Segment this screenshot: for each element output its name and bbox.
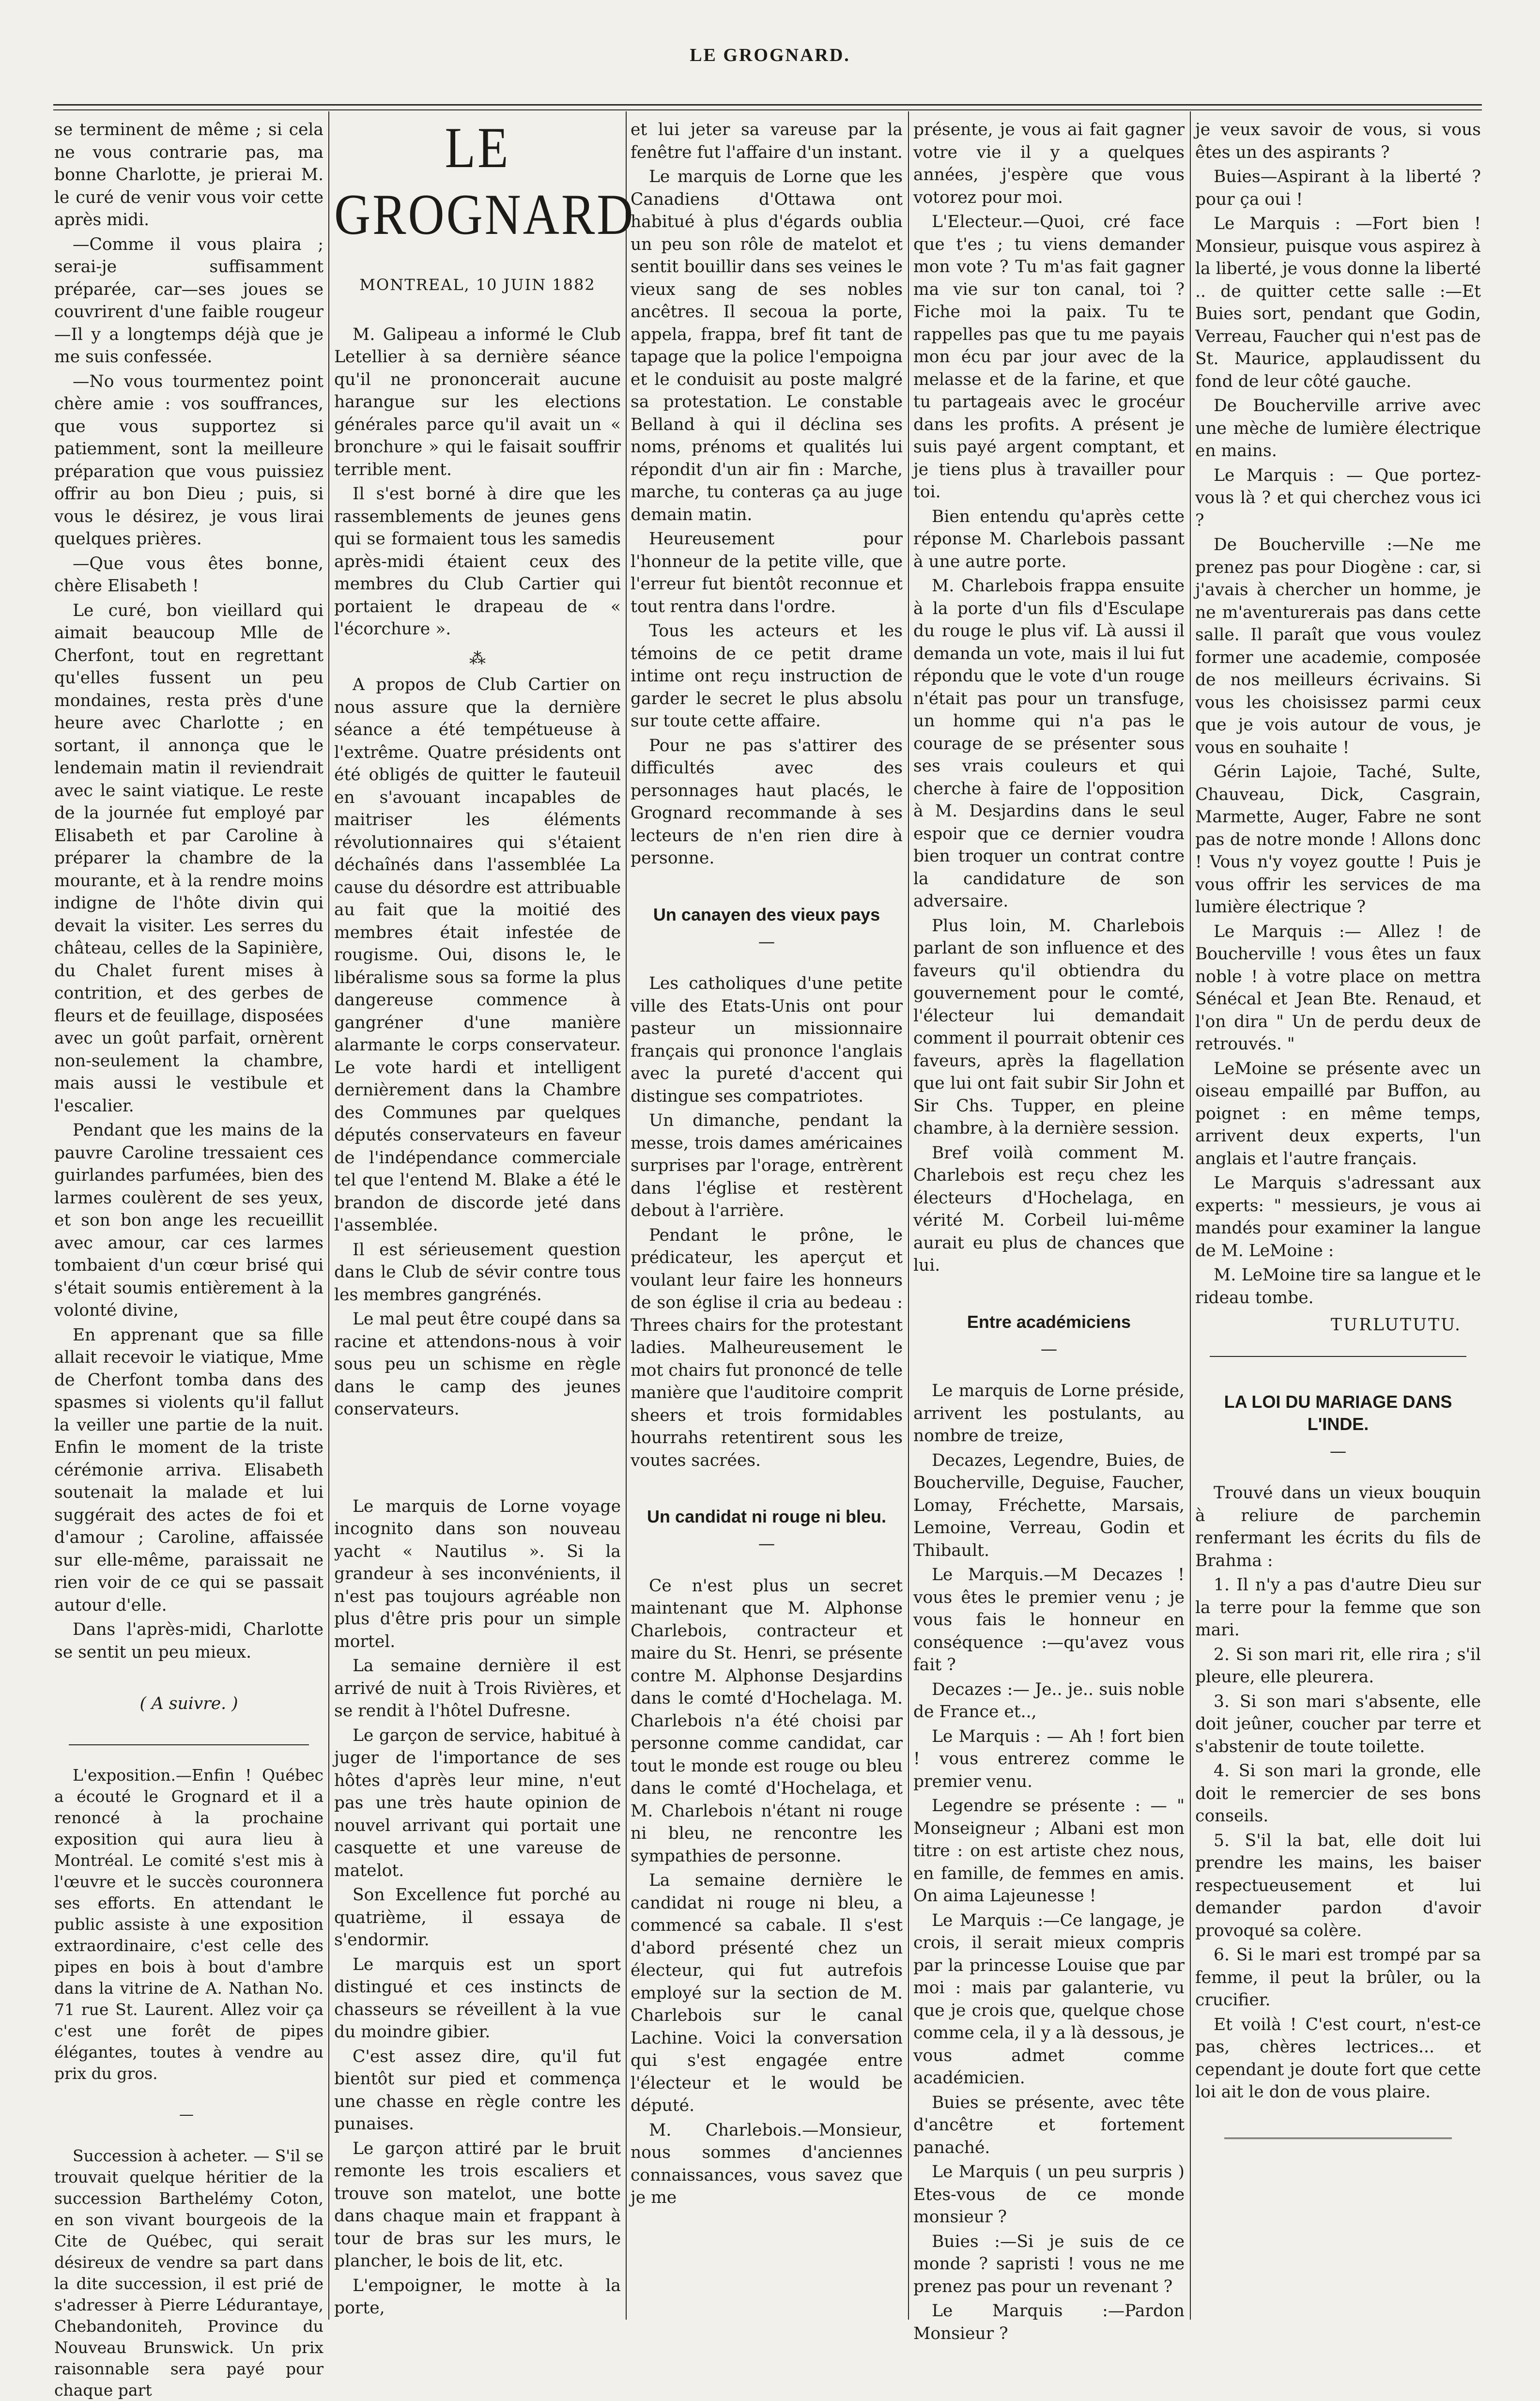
paragraph: 4. Si son mari la gronde, elle doit le remercier de ses bons conseils.: [1195, 1761, 1481, 1826]
column-1: [54, 119, 323, 2400]
paragraph: Le Marquis : — Que portez-vous là ? et qui cherchez vous ici ?: [1195, 465, 1481, 530]
masthead-title: LE GROGNARD: [334, 116, 635, 247]
column-rule: [328, 111, 329, 2320]
paragraph: Trouvé dans un vieux bouquin à reliure de parchemin renfermant les écrits du fils de Brahma :: [1195, 1483, 1481, 1570]
paragraph: Bien entendu qu'après cette réponse M. Charlebois passant à une autre porte.: [913, 507, 1185, 571]
paragraph: Plus loin, M. Charlebois parlant de son influence et des faveurs qu'il obtiendra du gouvernement pour le comté, l'électeur lui demandait comment il pourrait obtenir ces faveurs, après la flagellation que lui ont fait subir Sir John et Sir Chs. Tupper, en pleine chambre, à la dernière session.: [913, 916, 1185, 1138]
paragraph: Dans l'après-midi, Charlotte se sentit un peu mieux.: [54, 1620, 323, 1662]
paragraph: Le mal peut être coupé dans sa racine et attendons-nous à voir sous peu un schisme en règle dans le camp des jeunes conservateurs.: [334, 1309, 621, 1419]
paragraph: je veux savoir de vous, si vous êtes un des aspirants ?: [1195, 120, 1481, 162]
paragraph: LeMoine se présente avec un oiseau empaillé par Buffon, au poignet : en même temps, arrivent deux experts, l'un anglais et l'autre français.: [1195, 1059, 1481, 1169]
dateline: MONTREAL, 10 JUIN 1882: [359, 276, 596, 294]
column-3: [631, 119, 903, 2317]
paragraph: et lui jeter sa vareuse par la fenêtre fut l'affaire d'un instant.: [631, 120, 903, 162]
paragraph: De Boucherville :—Ne me prenez pas pour Diogène : car, si j'avais à chercher un homme, je ne m'aventurerais pas dans cette salle. Il paraît que vous voulez former une academie, composée de nos meilleurs écrivains. Si vous les choisissez parmi ceux que je vois autour de vous, je vous en souhaite !: [1195, 535, 1481, 757]
paragraph: —Comme il vous plaira ; serai-je suffisamment préparée, car—ses joues se couvrirent d'une faible rougeur—Il y a longtemps déjà que je me suis confessée.: [54, 234, 323, 367]
article-headline: Un candidat ni rouge ni bleu.: [647, 1507, 886, 1526]
paragraph: Le garçon attiré par le bruit remonte les trois escaliers et trouve son matelot, une botte dans chaque main et frappant à tour de bras sur les murs, le plancher, le bois de lit, etc.: [334, 2139, 621, 2271]
paragraph: Le marquis est un sport distingué et ces instincts de chasseurs se réveillent à la vue du moindre gibier.: [334, 1955, 621, 2042]
paragraph: De Boucherville arrive avec une mèche de lumière électrique en mains.: [1195, 396, 1481, 461]
paragraph: 1. Il n'y a pas d'autre Dieu sur la terre pour la femme que son mari.: [1195, 1575, 1481, 1640]
top-rule: [53, 104, 1482, 110]
paragraph: 6. Si le mari est trompé par sa femme, il peut la brûler, ou la crucifier.: [1195, 1945, 1481, 2010]
paragraph: Legendre se présente : — " Monseigneur ; Albani est mon titre : on est artiste chez nous, en famille, de femmes en amis. On aima Lajeunesse !: [913, 1796, 1185, 1906]
paragraph: Pour ne pas s'attirer des difficultés avec des personnages haut placés, le Grognard recommande à ses lecteurs de n'en rien dire à personne.: [631, 736, 903, 868]
paragraph: L'empoigner, le motte à la porte,: [334, 2276, 621, 2318]
paragraph: Un dimanche, pendant la messe, trois dames américaines surprises par l'orage, entrèrent dans l'église et restèrent debout à l'arrière.: [631, 1111, 903, 1220]
separator: [1210, 1356, 1466, 1357]
paragraph: Le Marquis : —Fort bien ! Monsieur, puisque vous aspirez à la liberté, je vous donne la liberté .. de quitter cette salle :—Et Buies sort, pendant que Godin, Verreau, Faucher qui n'est pas de St. Maurice, applaudissent du fond de leur côté gauche.: [1195, 214, 1481, 391]
paragraph: Buies—Aspirant à la liberté ? pour ça oui !: [1195, 167, 1481, 209]
end-rule: [1224, 2138, 1452, 2142]
headline-dash: —: [758, 1534, 775, 1554]
paragraph: Le garçon de service, habitué à juger de l'importance de ses hôtes d'après leur mine, n'eut pas une très haute opinion de nouvel arrivant qui portait une casquette et une vareuse de matelot.: [334, 1725, 621, 1880]
paragraph: Pendant que les mains de la pauvre Caroline tressaient ces guirlandes parfumées, bien des larmes coulèrent de ses yeux, et son bon ange les recueillit avec amour, car ces larmes tombaient d'un cœur brisé qui s'était soumis entièrement à la volonté divine,: [54, 1121, 323, 1320]
paragraph: Pendant le prône, le prédicateur, les aperçut et voulant leur faire les honneurs de son église il cria au bedeau : Threes chairs for the protestant ladies. Malheureusement le mot chairs fut prononcé de telle manière que l'auditoire comprit sheers et trois formidables hourrahs retentirent sous les voutes sacrées.: [631, 1225, 903, 1470]
paragraph: Tous les acteurs et les témoins de ce petit drame intime ont reçu instruction de garder le secret le plus absolu sur toute cette affaire.: [631, 621, 903, 731]
running-head: LE GROGNARD.: [690, 45, 850, 65]
separator: [69, 1744, 309, 1745]
column-rule: [626, 111, 627, 2320]
column-rule: [1190, 111, 1191, 2320]
paragraph: Le marquis de Lorne que les Canadiens d'Ottawa ont habitué à plus d'égards oublia un peu son rôle de matelot et sentit bouillir dans ses veines le vieux sang de ses nobles ancêtres. Il secoua la porte, appela, frappa, bref fit tant de tapage que la police l'empoigna et le conduisit au poste malgré sa protestation. Le constable Belland à qui il déclina ses noms, prénoms et qualités lui répondit d'un air fin : Marche, marche, tu conteras ça au juge demain matin.: [631, 167, 903, 524]
paragraph: La semaine dernière le candidat ni rouge ni bleu, a commencé sa cabale. Il s'est d'abord présenté chez un électeur, qui fut autrefois employé sur la section de M. Charlebois sur le canal Lachine. Voici la conversation qui s'est engagée entre l'électeur et le would be député.: [631, 1871, 903, 2115]
headline-dash: —: [1329, 1441, 1347, 1461]
paragraph: Et voilà ! C'est court, n'est-ce pas, chères lectrices... et cependant je doute fort que cette loi ait le don de vous plaire.: [1195, 2015, 1481, 2102]
headline-dash: —: [1040, 1339, 1058, 1359]
article-headline: Entre académiciens: [967, 1311, 1131, 1332]
paragraph: Son Excellence fut porché au quatrième, il essaya de s'endormir.: [334, 1885, 621, 1950]
paragraph: A propos de Club Cartier on nous assure que la dernière séance a été tempétueuse à l'extrême. Quatre présidents ont été obligés de quitter le fauteuil en s'avouant incapables de maitriser les éléments révolutionnaires qui s'étaient déchaînés dans l'assemblée La cause du désordre est attribuable au fait que la moitié des membres était infestée de rougisme. Oui, disons le, le libéralisme sous sa forme la plus dangereuse commence à gangréner d'une manière alarmante le corps conservateur. Le vote hardi et intelligent dernièrement dans la Chambre des Communes par quelques députés conservateurs en faveur de l'indépendance commerciale tel que l'entend M. Blake a été le brandon de discorde jeté dans l'assemblée.: [334, 675, 621, 1235]
paragraph: Decazes, Legendre, Buies, de Boucherville, Deguise, Faucher, Lomay, Fréchette, Marsais, Lemoine, Verreau, Godin et Thibault.: [913, 1450, 1185, 1560]
signature: TURLUTUTU.: [1330, 1315, 1462, 1335]
paragraph: présente, je vous ai fait gagner votre vie il y a quelques années, j'espère que vous votorez pour moi.: [913, 120, 1185, 207]
paragraph: L'Electeur.—Quoi, cré face que t'es ; tu viens demander mon vote ? Tu m'as fait gagner ma vie sur ton canal, toi ? Fiche moi la paix. Tu te rappelles pas que tu me payais mon écu par jour avec de la melasse et de la farine, et que tu partageais avec le grocéur dans les profits. A présent je suis payé argent comptant, et je tiens plus à travailler pour toi.: [913, 212, 1185, 502]
headline-dash: —: [758, 932, 775, 952]
paragraph: Heureusement pour l'honneur de la petite ville, que l'erreur fut bientôt reconnue et tout rentra dans l'ordre.: [631, 529, 903, 616]
paragraph: Bref voilà comment M. Charlebois est reçu chez les électeurs d'Hochelaga, en vérité M. Corbeil lui-même aurait eu plus de chances que lui.: [913, 1143, 1185, 1275]
paragraph: Le curé, bon vieillard qui aimait beaucoup Mlle de Cherfont, tout en regrettant qu'elles fussent un peu mondaines, resta près d'une heure avec Charlotte ; en sortant, il annonça que le lendemain matin il reviendrait avec le saint viatique. Le reste de la journée fut employé par Elisabeth et par Caroline à préparer la chambre de la mourante, et à la rendre moins indigne de l'hôte divin qui devait la visiter. Les serres du château, celles de la Sapinière, du Chalet furent mises à contrition, et des gerbes de fleurs et de feuillage, disposées avec un goût parfait, ornèrent non-seulement la chambre, mais aussi le vestibule et l'escalier.: [54, 600, 323, 1116]
paragraph: M. LeMoine tire sa langue et le rideau tombe.: [1195, 1265, 1481, 1308]
paragraph: Le Marquis ( un peu surpris ) Etes-vous de ce monde monsieur ?: [913, 2162, 1185, 2227]
paragraph: —No vous tourmentez point chère amie : vos souffrances, que vous supportez si patiemment, sont la meilleure préparation que vous puissiez offrir au bon Dieu ; puis, si vous le désirez, je vous lirai quelques prières.: [54, 371, 323, 549]
paragraph: Le Marquis :—Ce langage, je crois, il serait mieux compris par la princesse Louise que par moi : mais par galanterie, vu que je crois que, quelque chose comme cela, il y a là dessous, je vous admet comme académicien.: [913, 1910, 1185, 2088]
paragraph: se terminent de même ; si cela ne vous contrarie pas, ma bonne Charlotte, je prierai M. le curé de venir vous voir cette après midi.: [54, 120, 323, 230]
article-headline: LA LOI DU MARIAGE DANS L'INDE.: [1224, 1391, 1452, 1434]
paragraph: 5. S'il la bat, elle doit lui prendre les mains, les baiser respectueusement et lui demander pardon d'avoir provoqué sa colère.: [1195, 1831, 1481, 1940]
paragraph: Le marquis de Lorne préside, arrivent les postulants, au nombre de treize,: [913, 1381, 1185, 1446]
paragraph: —Que vous êtes bonne, chère Elisabeth !: [54, 554, 323, 596]
paragraph: Le Marquis :— Allez ! de Boucherville ! vous êtes un faux noble ! à votre place on mettra Sénécal et Jean Bte. Renaud, et l'on dira " Un de perdu deux de retrouvés. ": [1195, 922, 1481, 1054]
paragraph: Decazes :— Je.. je.. suis noble de France et..,: [913, 1679, 1185, 1722]
item-succession: Succession à acheter. — S'il se trouvait quelque héritier de la succession Barthelémy Coton, en son vivant bourgeois de la Cite de Québec, qui serait désireux de vendre sa part dans la dite succession, il est prié de s'adresser à Pierre Lédurantaye, Chebandoniteh, Province du Nouveau Brunswick. Un prix raisonnable sera payé pour chaque part: [54, 2146, 323, 2400]
to-be-continued: ( A suivre. ): [139, 1694, 238, 1713]
paragraph: M. Charlebois frappa ensuite à la porte d'un fils d'Esculape du rouge le plus vif. Là aussi il demanda un vote, mais il lui fut répondu que le vote d'un rouge n'était pas pour un transfuge, un homme qui n'a pas le courage de se présenter sous ses vrais couleurs et qui cherche à faire de l'opposition à M. Desjardins dans le seul espoir que ce dernier voudra bien troquer un contrat contre la candidature de son adversaire.: [913, 576, 1185, 911]
paragraph: M. Charlebois.—Monsieur, nous sommes d'anciennes connaissances, vous savez que je me: [631, 2120, 903, 2207]
paragraph: Ce n'est plus un secret maintenant que M. Alphonse Charlebois, contracteur et maire du St. Henri, se présente contre M. Alphonse Desjardins dans le comté d'Hochelaga. M. Charlebois n'a été choisi par personne comme candidat, car tout le monde est rouge ou bleu dans le comté d'Hochelaga, et M. Charlebois n'étant ni rouge ni bleu, ne rencontre les sympathies de personne.: [631, 1576, 903, 1866]
paragraph: En apprenant que sa fille allait recevoir le viatique, Mme de Cherfont tomba dans des spasmes si violents qu'il fallut la veiller une partie de la nuit. Enfin le moment de la triste cérémonie arriva. Elisabeth soutenait la malade et lui suggérait des actes de foi et d'amour ; Caroline, affaissée sur elle-même, paraissait ne rien voir de ce qui se passait autour d'elle.: [54, 1325, 323, 1615]
separator: —: [179, 2106, 199, 2123]
paragraph: 3. Si son mari s'absente, elle doit jeûner, coucher par terre et s'abstenir de toute toilette.: [1195, 1692, 1481, 1756]
column-rule: [908, 111, 909, 2320]
paragraph: Le Marquis : — Ah ! fort bien ! vous entrerez comme le premier venu.: [913, 1726, 1185, 1791]
article-headline: Un canayen des vieux pays: [653, 904, 880, 924]
asterism: ⁂: [469, 648, 486, 668]
paragraph: La semaine dernière il est arrivé de nuit à Trois Rivières, et se rendit à l'hôtel Dufresne.: [334, 1656, 621, 1721]
paragraph: Les catholiques d'une petite ville des Etats-Unis ont pour pasteur un missionnaire français qui prononce l'anglais avec la pureté d'accent qui distingue ses compatriotes.: [631, 974, 903, 1106]
paragraph: Buies :—Si je suis de ce monde ? sapristi ! vous ne me prenez pas pour un revenant ?: [913, 2232, 1185, 2296]
spacer: [334, 1423, 621, 1495]
column-5: [1195, 119, 1481, 2317]
paragraph: C'est assez dire, qu'il fut bientôt sur pied et commença une chasse en règle contre les punaises.: [334, 2047, 621, 2134]
paragraph: Il s'est borné à dire que les rassemblements de jeunes gens qui se formaient tous les samedis après-midi étaient ceux des membres du Club Cartier qui portaient le drapeau de « l'écorchure ».: [334, 484, 621, 639]
paragraph: M. Galipeau a informé le Club Letellier à sa dernière séance qu'il ne prononcerait aucune harangue sur les elections générales parce qu'il avait un « bronchure » qui le faisait souffrir terrible ment.: [334, 324, 621, 479]
paragraph: Le Marquis :—Pardon Monsieur ?: [913, 2301, 1185, 2343]
paragraph: Le Marquis s'adressant aux experts: " messieurs, je vous ai mandés pour examiner la langue de M. LeMoine :: [1195, 1173, 1481, 1261]
item-exposition: L'exposition.—Enfin ! Québec a écouté le Grognard et il a renoncé à la prochaine exposition qui aura lieu à Montréal. Le comité s'est mis à l'œuvre et le succès couronnera ses efforts. En attendant le public assiste à une exposition extraordinaire, c'est celle des pipes en bois à bout d'ambre dans la vitrine de A. Nathan No. 71 rue St. Laurent. Allez voir ça c'est une forêt de pipes élégantes, toutes à vendre au prix du gros.: [54, 1765, 323, 2083]
paragraph: Le Marquis.—M Decazes ! vous êtes le premier venu ; je vous fais le honneur en conséquence :—qu'avez vous fait ?: [913, 1565, 1185, 1675]
paragraph: Gérin Lajoie, Taché, Sulte, Chauveau, Dick, Casgrain, Marmette, Auger, Fabre ne sont pas de notre monde ! Allons donc ! Vous n'y voyez goutte ! Puis je vous offrir les services de ma lumière électrique ?: [1195, 762, 1481, 917]
paragraph: Le marquis de Lorne voyage incognito dans son nouveau yacht « Nautilus ». Si la grandeur à ses inconvénients, il n'est pas toujours agréable non plus d'être pris pour un simple mortel.: [334, 1496, 621, 1651]
paragraph: Il est sérieusement question dans le Club de sévir contre tous les membres gangrénés.: [334, 1240, 621, 1305]
column-2: [334, 116, 635, 2318]
paragraph: Buies se présente, avec tête d'ancêtre et fortement panaché.: [913, 2093, 1185, 2157]
column-4: [913, 119, 1185, 2343]
paragraph: 2. Si son mari rit, elle rira ; s'il pleure, elle pleurera.: [1195, 1645, 1481, 1687]
